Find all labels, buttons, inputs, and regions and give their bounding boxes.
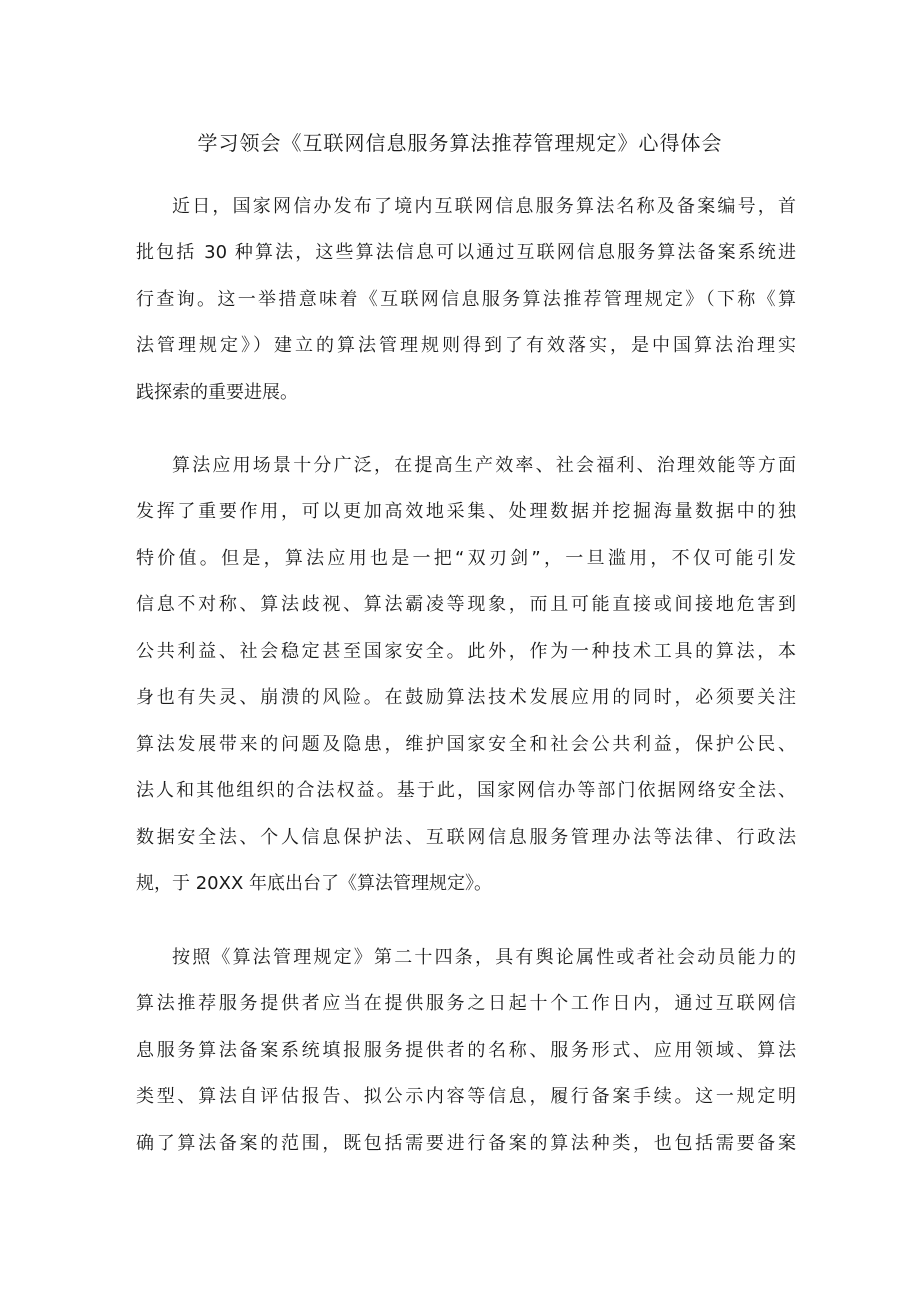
document-title: 学习领会《互联网信息服务算法推荐管理规定》心得体会	[197, 131, 723, 155]
paragraph-2-line-9: 数据安全法、个人信息保护法、互联网信息服务管理办法等法律、行政法	[136, 827, 796, 848]
paragraph-1-line-3: 行查询。这一举措意味着《互联网信息服务算法推荐管理规定》（下称《算	[136, 289, 796, 310]
paragraph-2-line-8: 法人和其他组织的合法权益。基于此，国家网信办等部门依据网络安全法、	[136, 780, 796, 801]
paragraph-2-line-6: 身也有失灵、崩溃的风险。在鼓励算法技术发展应用的同时，必须要关注	[136, 687, 796, 708]
paragraph-3-line-1: 按照《算法管理规定》第二十四条，具有舆论属性或者社会动员能力的	[172, 947, 796, 968]
paragraph-3-line-5: 确了算法备案的范围，既包括需要进行备案的算法种类，也包括需要备案	[136, 1133, 796, 1154]
paragraph-3-line-4: 类型、算法自评估报告、拟公示内容等信息，履行备案手续。这一规定明	[136, 1086, 796, 1107]
paragraph-1-line-5: 践探索的重要进展。	[136, 382, 298, 403]
paragraph-3-line-3: 息服务算法备案系统填报服务提供者的名称、服务形式、应用领域、算法	[136, 1040, 796, 1061]
paragraph-2-line-3: 特价值。但是，算法应用也是一把“双刃剑”，一旦滥用，不仅可能引发	[136, 548, 796, 569]
paragraph-1-line-4: 法管理规定》）建立的算法管理规则得到了有效落实，是中国算法治理实	[136, 335, 796, 356]
paragraph-2-line-7: 算法发展带来的问题及隐患，维护国家安全和社会公共利益，保护公民、	[136, 734, 796, 755]
paragraph-1-line-1: 近日，国家网信办发布了境内互联网信息服务算法名称及备案编号，首	[172, 196, 796, 217]
paragraph-2-line-2: 发挥了重要作用，可以更加高效地采集、处理数据并挖掘海量数据中的独	[136, 501, 796, 522]
paragraph-3-line-2: 算法推荐服务提供者应当在提供服务之日起十个工作日内，通过互联网信	[136, 993, 796, 1014]
paragraph-2-line-4: 信息不对称、算法歧视、算法霸凌等现象，而且可能直接或间接地危害到	[136, 594, 796, 615]
paragraph-1-line-2: 批包括 30 种算法，这些算法信息可以通过互联网信息服务算法备案系统进	[136, 242, 796, 263]
paragraph-2-line-1: 算法应用场景十分广泛，在提高生产效率、社会福利、治理效能等方面	[172, 455, 796, 476]
paragraph-2-line-10: 规，于 20XX 年底出台了《算法管理规定》。	[136, 873, 493, 894]
paragraph-2-line-5: 公共利益、社会稳定甚至国家安全。此外，作为一种技术工具的算法，本	[136, 641, 796, 662]
